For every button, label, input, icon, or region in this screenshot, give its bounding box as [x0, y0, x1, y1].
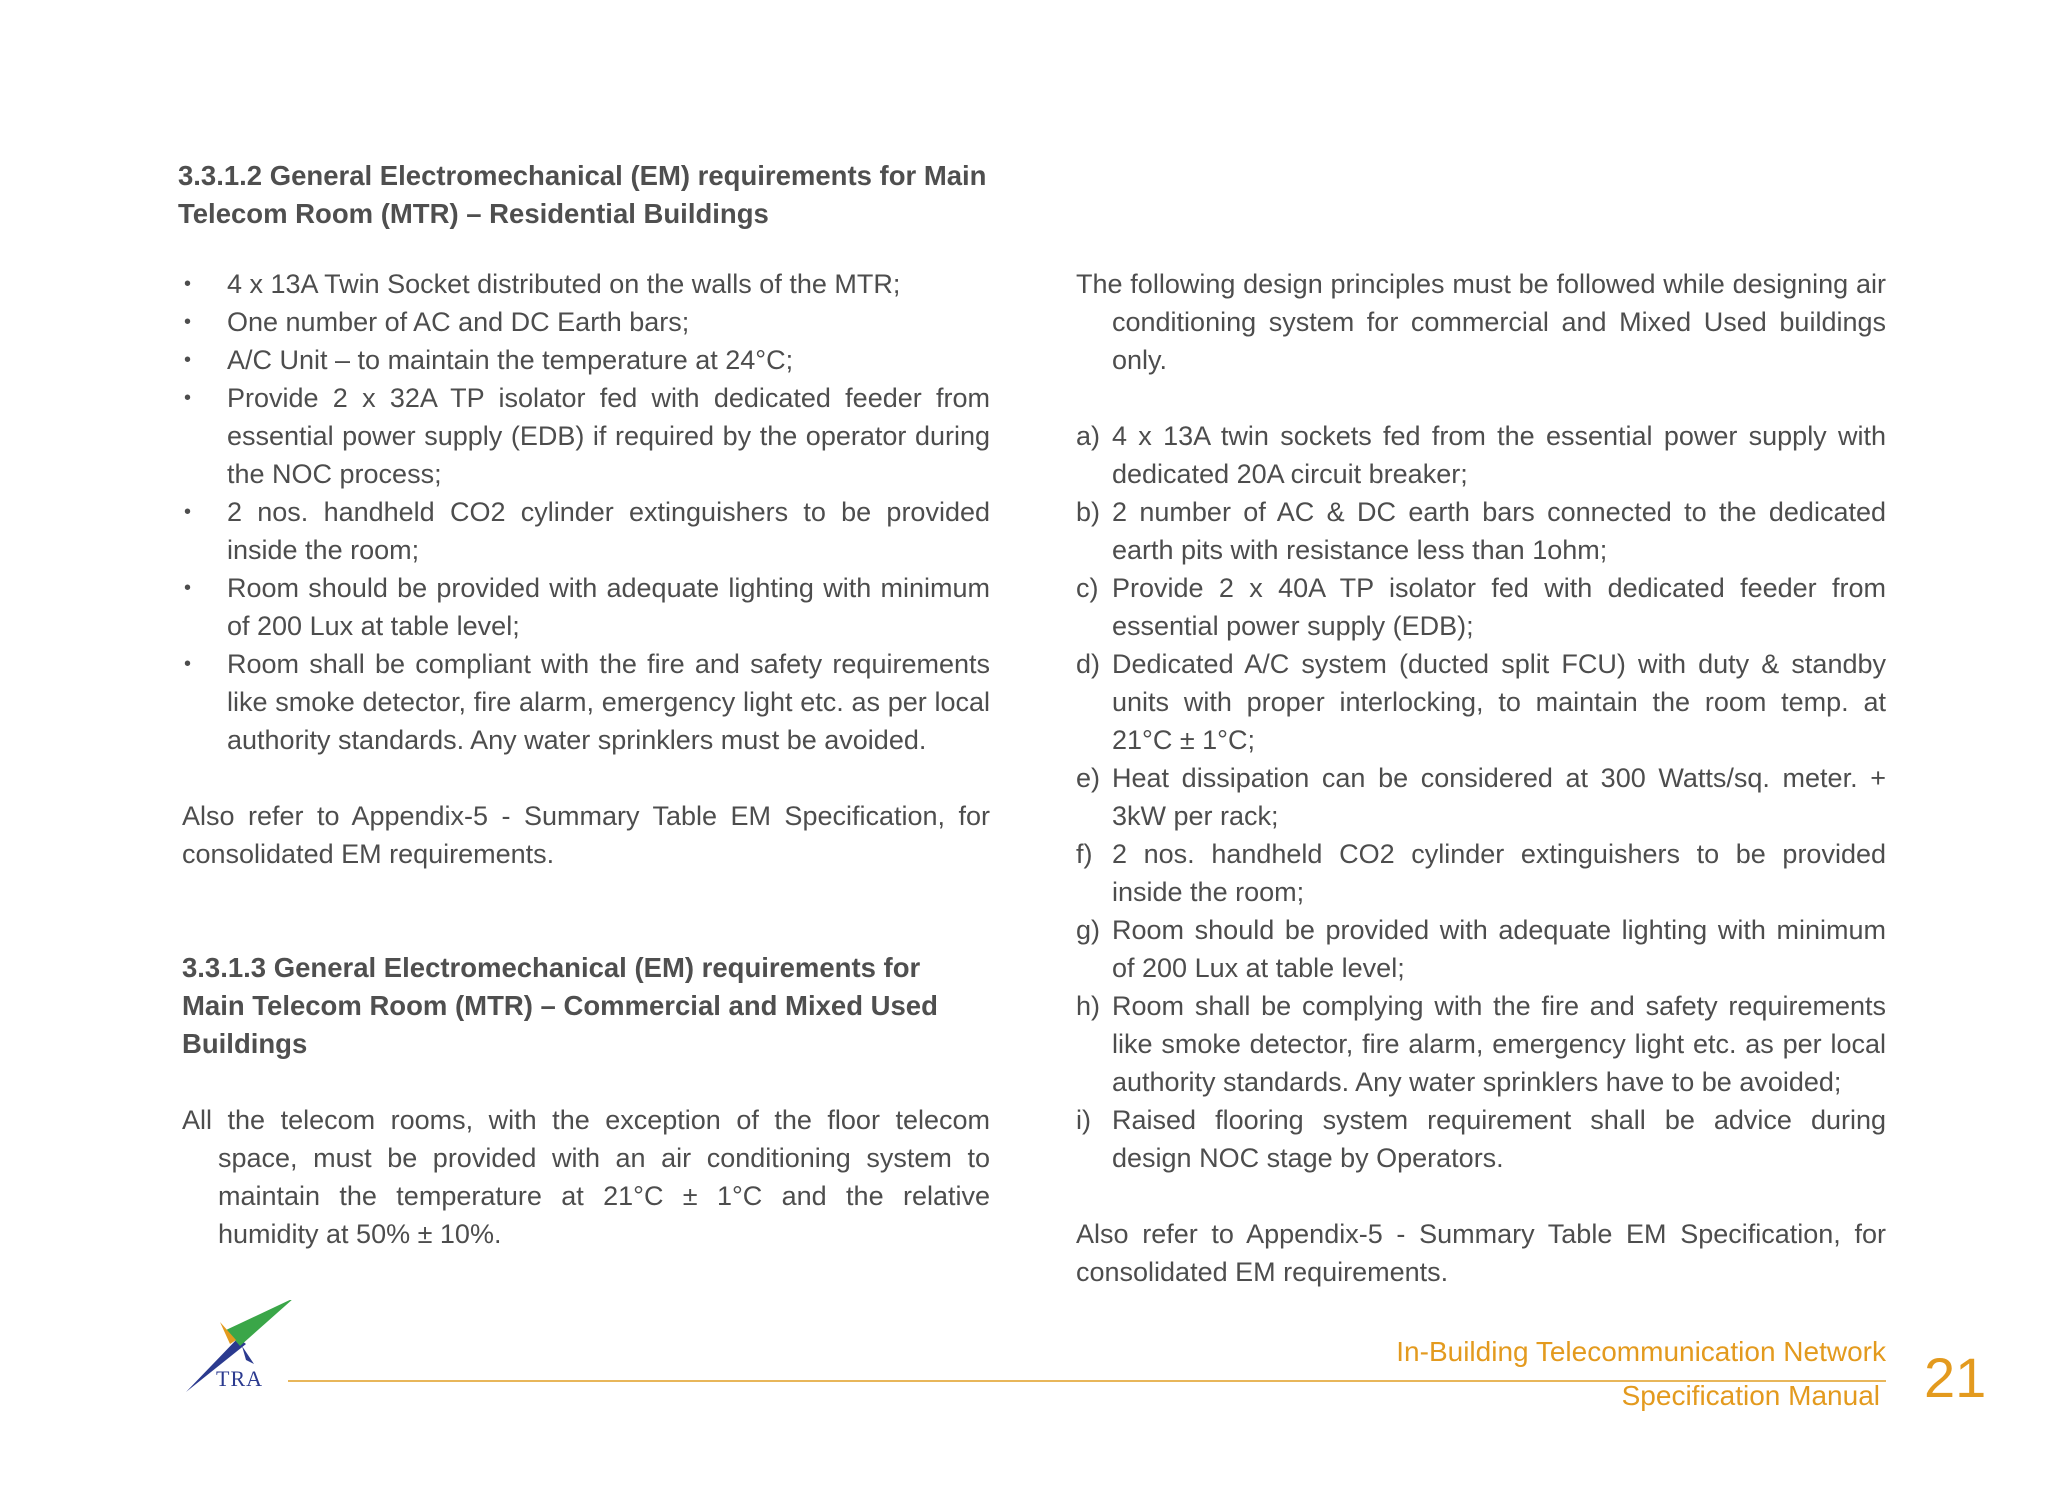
list-marker: b): [1076, 497, 1101, 527]
appendix-reference-left: Also refer to Appendix-5 - Summary Table EM Specification, for consolidated EM requirements.: [182, 801, 990, 869]
list-item: • One number of AC and DC Earth bars;: [182, 303, 990, 341]
list-marker: a): [1076, 421, 1101, 451]
bullet-icon: •: [184, 349, 192, 371]
list-marker: e): [1076, 763, 1101, 793]
bullet-icon: •: [184, 311, 192, 333]
telecom-room-ac-paragraph: All the telecom rooms, with the exception of the floor telecom space, must be provided with an air conditioning system to maintain the temperature at 21°C ± 1°C and the relative humidity at 50% ± 10%.: [182, 1105, 990, 1249]
list-item: • A/C Unit – to maintain the temperature at 24°C;: [182, 341, 990, 379]
design-principles-intro: The following design principles must be followed while designing air conditioning system for commercial and Mixed Used buildings only.: [1076, 269, 1886, 375]
list-item: c) Provide 2 x 40A TP isolator fed with dedicated feeder from essential power supply (EDB);: [1076, 569, 1886, 645]
section-heading-3-3-1-2: 3.3.1.2 General Electromechanical (EM) requirements for Main Telecom Room (MTR) – Residential Buildings: [178, 160, 987, 229]
list-item: • Provide 2 x 32A TP isolator fed with dedicated feeder from essential power supply (EDB) if required by the operator during the NOC process;: [182, 379, 990, 493]
bullet-icon: •: [184, 273, 192, 295]
logo-green-stroke: [226, 1300, 294, 1346]
list-item: g) Room should be provided with adequate lighting with minimum of 200 Lux at table level;: [1076, 911, 1886, 987]
list-item: h) Room shall be complying with the fire and safety requirements like smoke detector, fire alarm, emergency light etc. as per local authority standards. Any water sprinklers have to be avoided;: [1076, 987, 1886, 1101]
list-item: • Room should be provided with adequate lighting with minimum of 200 Lux at table level;: [182, 569, 990, 645]
list-item: • Room shall be compliant with the fire and safety requirements like smoke detector, fire alarm, emergency light etc. as per local authority standards. Any water sprinklers must be avoided.: [182, 645, 990, 759]
list-item: e) Heat dissipation can be considered at 300 Watts/sq. meter. + 3kW per rack;: [1076, 759, 1886, 835]
list-marker: d): [1076, 649, 1101, 679]
right-column: [1076, 265, 1886, 1291]
list-marker: f): [1076, 839, 1093, 869]
list-marker: c): [1076, 573, 1099, 603]
bullet-icon: •: [184, 653, 192, 675]
bullet-icon: •: [184, 577, 192, 599]
list-item: • 2 nos. handheld CO2 cylinder extinguishers to be provided inside the room;: [182, 493, 990, 569]
list-item: • 4 x 13A Twin Socket distributed on the walls of the MTR;: [182, 265, 990, 303]
logo-text: TRA: [216, 1366, 263, 1391]
list-marker: g): [1076, 915, 1101, 945]
list-item: a) 4 x 13A twin sockets fed from the essential power supply with dedicated 20A circuit breaker;: [1076, 417, 1886, 493]
design-principles-list: [1076, 417, 1886, 1177]
appendix-reference-right: Also refer to Appendix-5 - Summary Table EM Specification, for consolidated EM requirements.: [1076, 1219, 1886, 1287]
mtr-residential-bullet-list: [182, 265, 990, 759]
bullet-icon: •: [184, 501, 192, 523]
list-item: i) Raised flooring system requirement shall be advice during design NOC stage by Operators.: [1076, 1101, 1886, 1177]
footer-document-title: In-Building Telecommunication Network: [1396, 1336, 1886, 1367]
page-number: 21: [1924, 1346, 1987, 1409]
logo-blue-tail: [242, 1346, 254, 1364]
list-item: d) Dedicated A/C system (ducted split FCU) with duty & standby units with proper interlocking, to maintain the room temp. at 21°C ± 1°C;: [1076, 645, 1886, 759]
list-marker: i): [1076, 1105, 1091, 1135]
list-item: b) 2 number of AC & DC earth bars connected to the dedicated earth pits with resistance less than 1ohm;: [1076, 493, 1886, 569]
section-heading-3-3-1-3: 3.3.1.3 General Electromechanical (EM) requirements for Main Telecom Room (MTR) – Commercial and Mixed Used Buildings: [182, 952, 938, 1059]
list-marker: h): [1076, 991, 1101, 1021]
list-item: f) 2 nos. handheld CO2 cylinder extinguishers to be provided inside the room;: [1076, 835, 1886, 911]
bullet-icon: •: [184, 387, 192, 409]
footer-document-subtitle: Specification Manual: [1621, 1380, 1880, 1411]
left-column: [182, 265, 990, 1253]
